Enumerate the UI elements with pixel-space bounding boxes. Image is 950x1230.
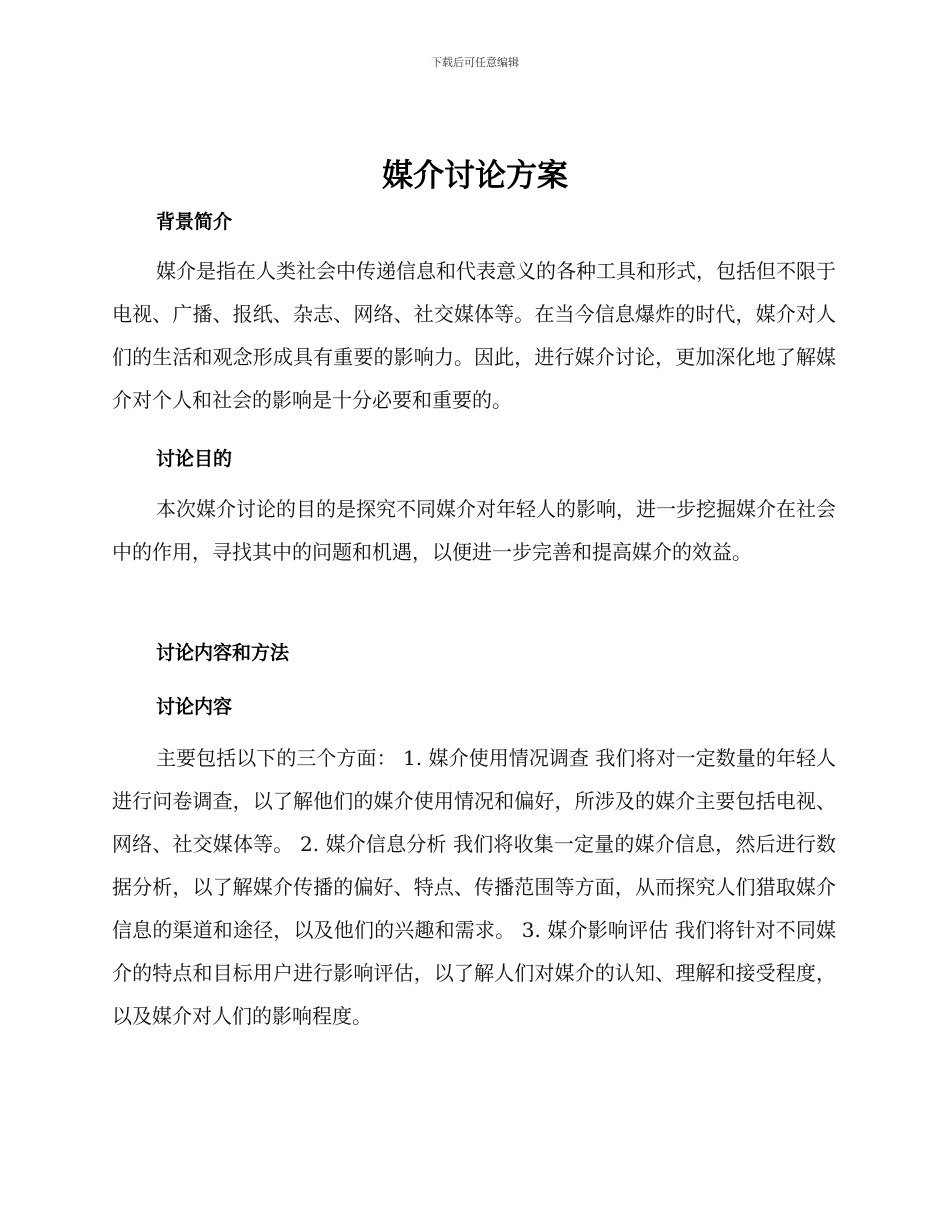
paragraph-background: 媒介是指在人类社会中传递信息和代表意义的各种工具和形式，包括但不限于电视、广播、报纸、杂志、网络、社交媒体等。在当今信息爆炸的时代，媒介对人们的生活和观念形成具有重要的影响力。因此，进行媒介讨论，更加深化地了解媒介对个人和社会的影响是十分必要和重要的。 <box>112 259 836 412</box>
paragraph-content: 主要包括以下的三个方面： 1. 媒介使用情况调查 我们将对一定数量的年轻人进行问卷调查，以了解他们的媒介使用情况和偏好，所涉及的媒介主要包括电视、网络、社交媒体等。 2. 媒介信息分析 我们将收集一定量的媒介信息，然后进行数据分析，以了解媒介传播的偏好、特点、传播范围等方面，从而探究人们猎取媒介信息的渠道和途径，以及他们的兴趣和需求。 3. 媒介影响评估 我们将针对不同媒介的特点和目标用户进行影响评估，以了解人们对媒介的认知、理解和接受程度，以及媒介对人们的影响程度。 <box>112 746 836 1028</box>
heading-content-and-method: 讨论内容和方法 <box>156 642 290 664</box>
heading-background: 背景简介 <box>156 211 233 233</box>
paragraph-purpose: 本次媒介讨论的目的是探究不同媒介对年轻人的影响，进一步挖掘媒介在社会中的作用，寻找其中的问题和机遇，以便进一步完善和提高媒介的效益。 <box>112 497 836 564</box>
header-note: 下载后可任意编辑 <box>431 56 519 69</box>
heading-content: 讨论内容 <box>156 696 233 718</box>
heading-purpose: 讨论目的 <box>156 448 233 470</box>
document-title: 媒介讨论方案 <box>382 158 568 194</box>
